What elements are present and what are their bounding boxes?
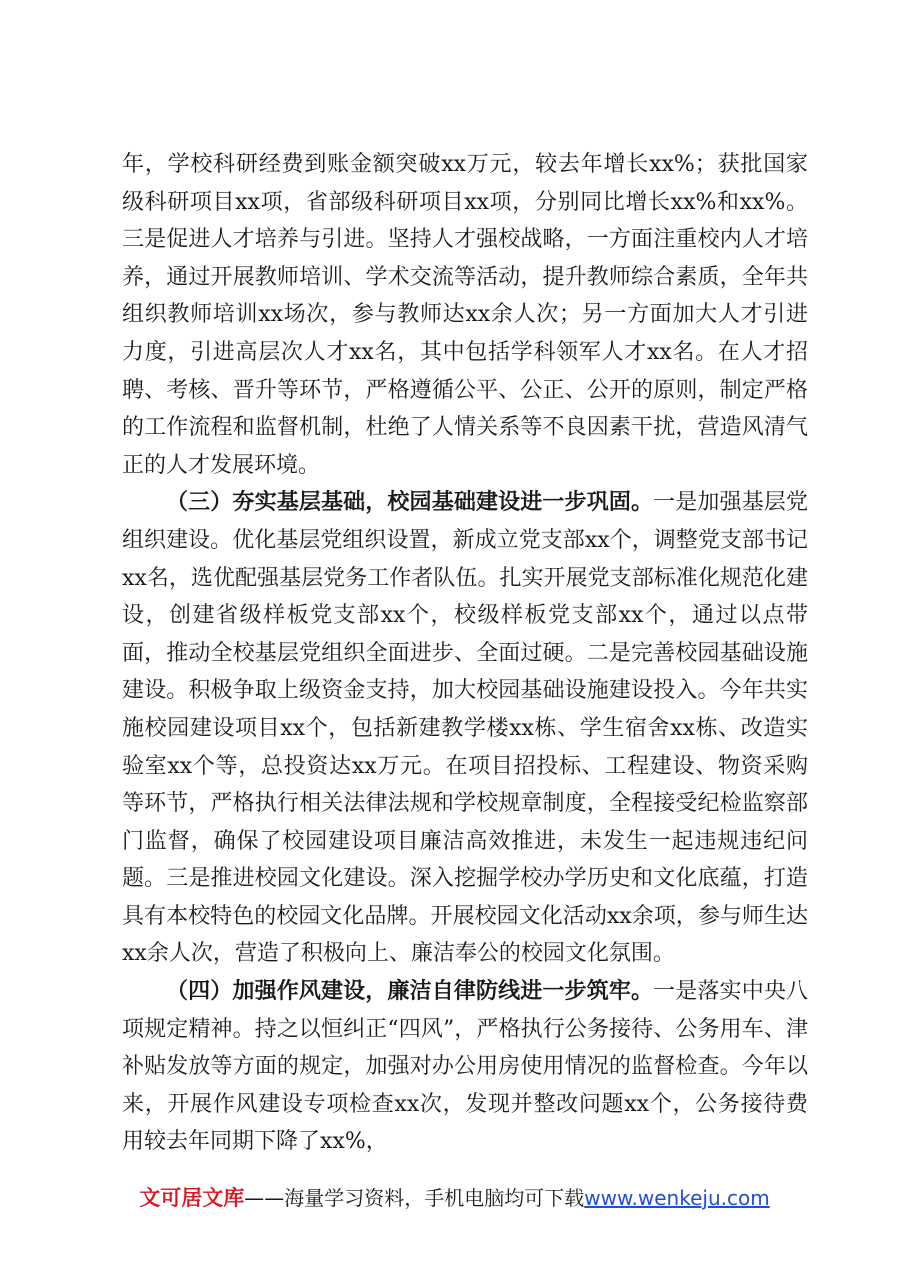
- paragraph-2-text: 一是加强基层党组织建设。优化基层党组织设置，新成立党支部xx个，调整党支部书记xx名，选优配强基层党务工作者队伍。扎实开展党支部标准化规范化建设，创建省级样板党支部xx个，校级样板党支部xx个，通过以点带面，推动全校基层党组织全面进步、全面过硬。二是完善校园基础设施建设。积极争取上级资金支持，加大校园基础设施建设投入。今年共实施校园建设项目xx个，包括新建教学楼xx栋、学生宿舍xx栋、改造实验室xx个等，总投资达xx万元。在项目招投标、工程建设、物资采购等环节，严格执行相关法律法规和学校规章制度，全程接受纪检监察部门监督，确保了校园建设项目廉洁高效推进，未发生一起违规违纪问题。三是推进校园文化建设。深入挖掘学校办学历史和文化底蕴，打造具有本校特色的校园文化品牌。开展校园文化活动xx余项，参与师生达xx余人次，营造了积极向上、廉洁奉公的校园文化氛围。: [122, 490, 808, 967]
- paragraph-1-text: 年，学校科研经费到账金额突破xx万元，较去年增长xx%；获批国家级科研项目xx项，省部级科研项目xx项，分别同比增长xx%和xx%。三是促进人才培养与引进。坚持人才强校战略，一方面注重校内人才培养，通过开展教师培训、学术交流等活动，提升教师综合素质，全年共组织教师培训xx场次，参与教师达xx余人次；另一方面加大人才引进力度，引进高层次人才xx名，其中包括学科领军人才xx名。在人才招聘、考核、晋升等环节，严格遵循公平、公正、公开的原则，制定严格的工作流程和监督机制，杜绝了人情关系等不良因素干扰，营造风清气正的人才发展环境。: [122, 152, 808, 478]
- document-body: [122, 146, 808, 1161]
- paragraph-2: [122, 484, 808, 973]
- footer-site-link[interactable]: www.wenkeju.com: [584, 1186, 770, 1210]
- footer-banner: [0, 1182, 909, 1212]
- paragraph-3-text: 一是落实中央八项规定精神。持之以恒纠正“四风”，严格执行公务接待、公务用车、津补贴发放等方面的规定，加强对办公用房使用情况的监督检查。今年以来，开展作风建设专项检查xx次，发现并整改问题xx个，公务接待费用较去年同期下降了xx%，: [122, 979, 808, 1155]
- section-heading-3: （三）夯实基层基础，校园基础建设进一步巩固。: [166, 489, 654, 516]
- paragraph-3: [122, 973, 808, 1161]
- footer-tagline: ——海量学习资料，手机电脑均可下载: [244, 1186, 585, 1210]
- paragraph-1: [122, 146, 808, 484]
- footer-brand: 文可居文库: [139, 1186, 245, 1210]
- section-heading-4: （四）加强作风建设，廉洁自律防线进一步筑牢。: [166, 978, 654, 1005]
